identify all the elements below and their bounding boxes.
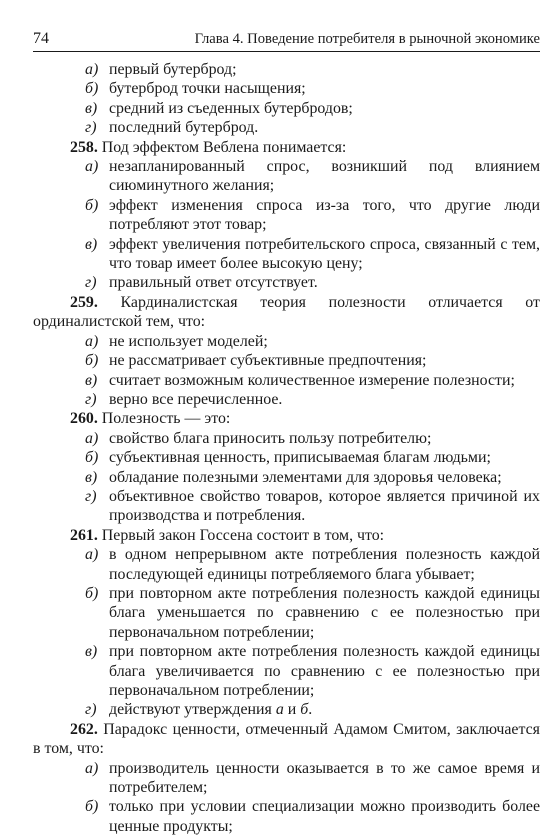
- answer-option: [33, 60, 540, 79]
- answer-option: [33, 157, 540, 196]
- answer-option: [33, 797, 540, 836]
- option-mark: в): [85, 235, 98, 253]
- question-number: 258.: [70, 138, 98, 156]
- option-ref-b: б: [300, 701, 309, 719]
- option-text: только при условии специализации можно производить более ценные продукты;: [109, 798, 540, 835]
- option-text: в одном непрерывном акте потребления полезность каждой последующей единицы потребляемого блага убывает;: [109, 546, 540, 583]
- answer-option: [33, 642, 540, 700]
- option-mark: г): [85, 119, 97, 137]
- option-mark: а): [85, 546, 99, 564]
- question-number: 260.: [70, 410, 98, 428]
- option-text: незапланированный спрос, возникший под влиянием сиюминутного желания;: [109, 158, 540, 195]
- option-mark: в): [85, 468, 98, 486]
- answer-option: [33, 448, 540, 467]
- question-number: 262.: [70, 720, 98, 738]
- question-text: Кардиналистская теория полезности отличается от ординалистской тем, что:: [33, 293, 540, 331]
- option-text: при повторном акте потребления полезность каждой единицы блага увеличивается по сравнению с ее полезностью при первоначальном потреблении;: [109, 643, 540, 699]
- question-text: Полезность — это:: [101, 410, 231, 428]
- option-text: при повторном акте потребления полезность каждой единицы блага уменьшается по сравнению с ее полезностью при первоначальном потреблении;: [109, 584, 540, 641]
- option-mark: б): [85, 196, 99, 214]
- option-text: бутерброд точки насыщения;: [109, 80, 306, 98]
- page-content: [33, 60, 540, 836]
- option-text: последний бутерброд.: [109, 119, 259, 137]
- answer-option: [33, 99, 540, 118]
- option-mark: а): [85, 158, 99, 176]
- option-mark: г): [85, 701, 97, 719]
- answer-option: [33, 584, 540, 642]
- option-mark: б): [85, 798, 99, 816]
- option-mark: б): [85, 449, 99, 467]
- option-mark: б): [85, 352, 99, 370]
- running-header: [33, 30, 540, 52]
- answer-option: [33, 468, 540, 487]
- question-text: Под эффектом Веблена понимается:: [101, 138, 347, 156]
- option-text: средний из съеденных бутербродов;: [109, 99, 353, 117]
- option-mark: в): [85, 371, 98, 389]
- option-mark: а): [85, 61, 99, 78]
- option-text-mid: и: [283, 701, 301, 719]
- answer-option: [33, 700, 540, 719]
- option-text: правильный ответ отсутствует.: [109, 274, 318, 292]
- option-mark: а): [85, 332, 99, 350]
- answer-option: [33, 759, 540, 798]
- option-mark: б): [85, 584, 99, 602]
- answer-option: [33, 371, 540, 390]
- option-text-before: действуют утверждения: [109, 701, 276, 719]
- option-text: верно все перечисленное.: [109, 390, 283, 408]
- page-number: 74: [33, 30, 49, 47]
- option-text: объективное свойство товаров, которое является причиной их производства и потребления.: [109, 487, 540, 525]
- option-text: считает возможным количественное измерение полезности;: [109, 371, 515, 389]
- option-text: субъективная ценность, приписываемая благам людьми;: [109, 449, 491, 467]
- option-text: первый бутерброд;: [109, 61, 237, 78]
- running-title: Глава 4. Поведение потребителя в рыночной экономике: [194, 31, 540, 47]
- option-text: эффект изменения спроса из-за того, что другие люди потребляют этот товар;: [109, 196, 540, 234]
- answer-option: [33, 545, 540, 584]
- option-text: эффект увеличения потребительского спроса, связанный с тем, что товар имеет более высокую цену;: [109, 235, 540, 273]
- question: [33, 138, 540, 157]
- answer-option: [33, 118, 540, 137]
- answer-option: [33, 332, 540, 351]
- option-text: производитель ценности оказывается в то же самое время и потребителем;: [109, 759, 540, 797]
- option-mark: б): [85, 80, 99, 98]
- answer-option: [33, 390, 540, 409]
- answer-option: [33, 487, 540, 526]
- question: [33, 293, 540, 332]
- option-mark: г): [85, 274, 97, 292]
- question-text: Первый закон Госсена состоит в том, что:: [101, 526, 385, 544]
- option-text: не рассматривает субъективные предпочтения;: [109, 352, 427, 370]
- answer-option: [33, 273, 540, 292]
- question: [33, 409, 540, 428]
- option-text-after: .: [308, 701, 313, 719]
- answer-option: [33, 429, 540, 448]
- option-ref-a: а: [275, 701, 284, 719]
- option-mark: в): [85, 643, 98, 661]
- option-mark: г): [85, 390, 97, 408]
- question: [33, 720, 540, 759]
- option-mark: а): [85, 429, 99, 447]
- option-text: обладание полезными элементами для здоровья человека;: [109, 468, 502, 486]
- question: [33, 526, 540, 545]
- question-number: 259.: [70, 293, 98, 311]
- option-mark: г): [85, 487, 97, 505]
- answer-option: [33, 351, 540, 370]
- option-text: не использует моделей;: [109, 332, 268, 350]
- answer-option: [33, 235, 540, 274]
- question-number: 261.: [70, 526, 98, 544]
- option-mark: а): [85, 759, 99, 777]
- option-mark: в): [85, 99, 98, 117]
- answer-option: [33, 196, 540, 235]
- option-text: свойство блага приносить пользу потребителю;: [109, 429, 432, 447]
- answer-option: [33, 79, 540, 98]
- question-text: Парадокс ценности, отмеченный Адамом Смитом, заключается в том, что:: [33, 720, 540, 758]
